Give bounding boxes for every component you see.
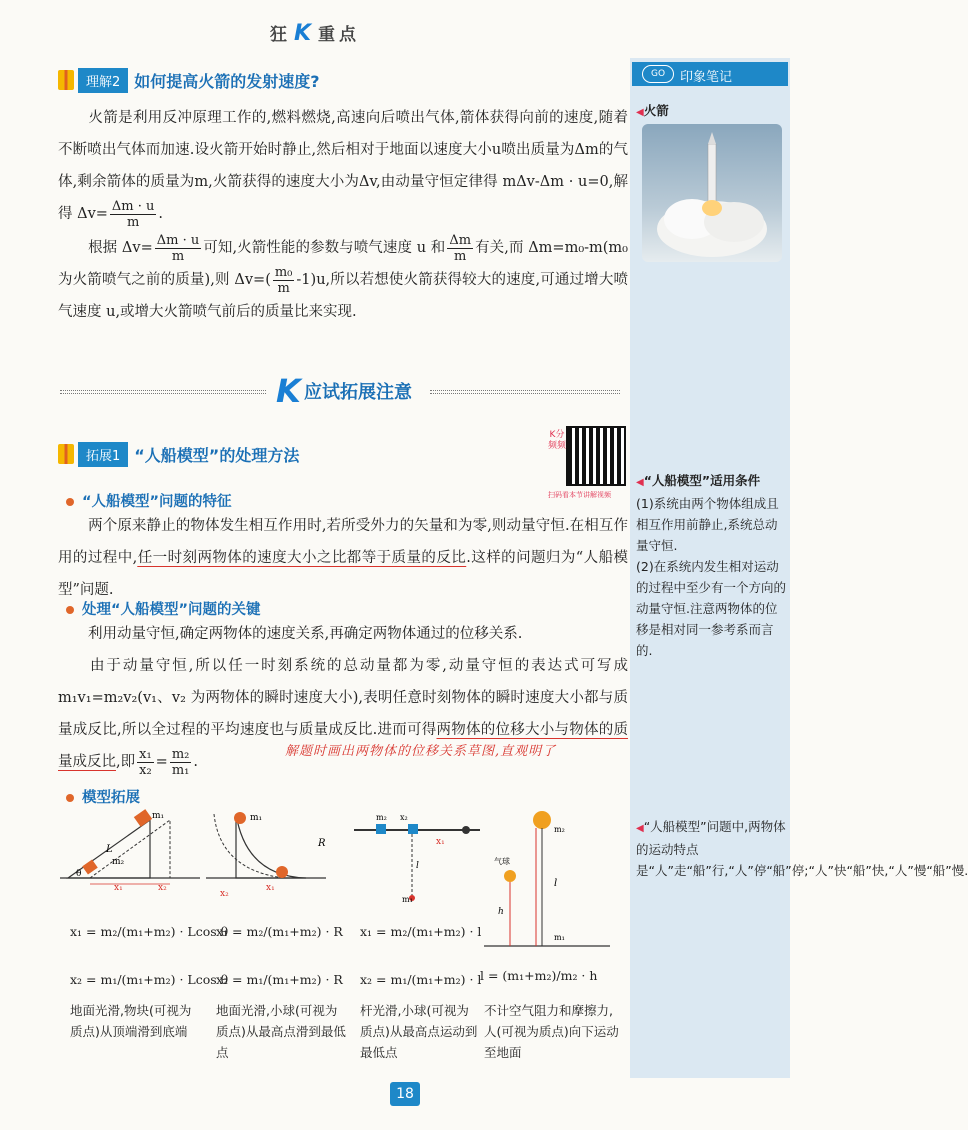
formula-fig1-x1: x₁ = m₂/(m₁+m₂) · Lcos θ <box>70 924 229 939</box>
qr-k-badge: K分频频 <box>548 430 567 451</box>
key-paragraph1: 利用动量守恒,确定两物体的速度关系,再确定两物体通过的位移关系. <box>88 626 523 642</box>
formula-fig3-x2: x₂ = m₁/(m₁+m₂) · l <box>360 972 482 987</box>
page-header <box>0 20 630 46</box>
svg-text:x₁: x₁ <box>436 837 445 847</box>
svg-text:l: l <box>416 861 419 871</box>
svg-text:m₁: m₁ <box>250 813 263 823</box>
caption-fig4: 不计空气阻力和摩擦力,人(可视为质点)向下运动至地面 <box>484 1003 619 1060</box>
red-underline-text: 两物体的位移大小与物体的质量成反比 <box>58 722 629 770</box>
section1-label: 理解2 <box>78 68 128 93</box>
section2-label: 拓展1 <box>78 442 128 467</box>
sidebar-note-conditions: ◀“人船模型”适用条件 (1)系统由两个物体组成且相互作用前静止,系统总动量守恒. (2)在系统内发生相对运动的过程中至少有一个方向的动量守恒.注意两物体的位移是相对同一参考系而言的. <box>636 473 787 658</box>
svg-text:x₂: x₂ <box>220 889 229 899</box>
svg-text:m₂: m₂ <box>554 825 565 834</box>
formula-fig1-x2: x₂ = m₁/(m₁+m₂) · Lcos θ <box>70 972 229 987</box>
handwritten-note: 解题时画出两物体的位移关系草图,直观明了 <box>285 744 557 759</box>
key-paragraph2: 由于动量守恒,所以任一时刻系统的总动量都为零,动量守恒的表达式可写成 m₁v₁=m₂v₂(v₁、v₂ 为两物体的瞬时速度大小),表明任意时刻物体的瞬时速度大小都与质量成反比,所以全过程的平均速度也与质量成反比.进而可得两物体的位移大小与物体的质量成反比,即 $\frac{\text{x₁}}{\text{x₂}}$ = $\frac{\text{m₂}}{\text{m₁}}$ . <box>58 658 629 778</box>
banner-title: 应试拓展注意 <box>304 382 412 403</box>
sidebar-note-features: ◀“人船模型”问题中,两物体的运动特点是“人”走“船”行,“人”停“船”停;“人”快“船”快,“人”慢“船”慢. <box>636 819 968 878</box>
banner-k-logo: K <box>276 372 301 410</box>
sidebar-heading <box>632 62 788 86</box>
red-underline-text: 任一时刻两物体的速度大小之比都等于质量的反比 <box>137 550 467 566</box>
caption-fig3: 杆光滑,小球(可视为质点)从最高点运动到最低点 <box>360 1003 478 1060</box>
caption-fig2: 地面光滑,小球(可视为质点)从最高点滑到最低点 <box>216 1003 346 1060</box>
formula-fig3-x1: x₁ = m₂/(m₁+m₂) · l <box>360 924 482 939</box>
svg-text:h: h <box>498 907 504 917</box>
page-number: 18 <box>390 1082 420 1106</box>
svg-text:m₂: m₂ <box>112 857 125 867</box>
svg-text:θ: θ <box>76 869 82 879</box>
section1-paragraph2: 根据 Δv= $\frac{\Delta m \cdot u}{m}$ 可知,火箭性能的参数与喷气速度 u 和 $\frac{\Delta m}{m}$ 有关,而 Δm=m₀-m(m₀ 为火箭喷气之前的质量),则 Δv=( $\frac{\text{m₀}}{m}$ -1)u,所以若想使火箭获得较大的速度,可通过增大喷气速度 u,或增大火箭喷气前后的质量比来实现. <box>58 232 628 320</box>
formula-fig4: l = (m₁+m₂)/m₂ · h <box>480 968 598 983</box>
svg-text:R: R <box>318 838 326 849</box>
svg-text:m₁: m₁ <box>402 895 413 904</box>
section1-title: 如何提高火箭的发射速度? <box>134 71 320 91</box>
bullet-title-extension: 模型拓展 <box>66 786 140 807</box>
svg-text:L: L <box>106 844 113 855</box>
exam-extension-banner <box>60 374 620 410</box>
formula-fig2-x2: x₂ = m₁/(m₁+m₂) · R <box>216 972 343 987</box>
header-text-right: 重点 <box>318 25 361 45</box>
triangle-icon: ◀ <box>636 107 644 118</box>
svg-text:x₁: x₁ <box>114 883 123 893</box>
sidebar-heading-text: 印象笔记 <box>680 70 733 85</box>
section2-title: “人船模型”的处理方法 <box>134 445 300 465</box>
bullet-title-key: 处理“人船模型”问题的关键 <box>66 598 261 619</box>
bullet-title-features: “人船模型”问题的特征 <box>66 490 232 511</box>
svg-text:l: l <box>554 878 558 889</box>
section1-paragraph1: 火箭是利用反冲原理工作的,燃料燃烧,高速向后喷出气体,箭体获得向前的速度,随着不断喷出气体而加速.设火箭开始时静止,然后相对于地面以速度大小u喷出质量为Δm的气体,剩余箭体的质量为m,火箭获得的速度大小为Δv,由动量守恒定律得 mΔv-Δm · u=0,解得 Δv= $\frac{\Delta m \cdot u}{m}$ . <box>58 110 628 230</box>
book-icon <box>58 70 74 90</box>
svg-text:m₁: m₁ <box>554 933 565 942</box>
sidebar-tag: GO <box>642 65 674 83</box>
section2-header <box>58 442 299 466</box>
header-k-logo: K <box>293 21 316 46</box>
svg-text:x₁: x₁ <box>266 883 275 893</box>
rocket-photo <box>642 124 782 262</box>
qr-code-icon[interactable] <box>566 426 626 486</box>
qr-caption: 扫码看本节讲解视频 <box>548 491 611 499</box>
features-paragraph: 两个原来静止的物体发生相互作用时,若所受外力的矢量和为零,则动量守恒.在相互作用的过程中,任一时刻两物体的速度大小之比都等于质量的反比.这样的问题归为“人船模型”问题. <box>58 518 629 598</box>
svg-text:x₂: x₂ <box>158 883 167 893</box>
section1-header <box>58 68 320 92</box>
rocket-label: ◀火箭 <box>636 103 669 118</box>
book-icon <box>58 444 74 464</box>
formula-fig2-x1: x₁ = m₂/(m₁+m₂) · R <box>216 924 343 939</box>
svg-text:m₁: m₁ <box>152 811 165 821</box>
figure-balloon-rope <box>480 806 620 956</box>
svg-text:气球: 气球 <box>494 857 510 866</box>
svg-text:x₂: x₂ <box>400 813 408 822</box>
header-text-left: 狂 <box>269 25 291 45</box>
caption-fig1: 地面光滑,物块(可视为质点)从顶端滑到底端 <box>70 1003 192 1039</box>
svg-text:m₂: m₂ <box>376 813 387 822</box>
